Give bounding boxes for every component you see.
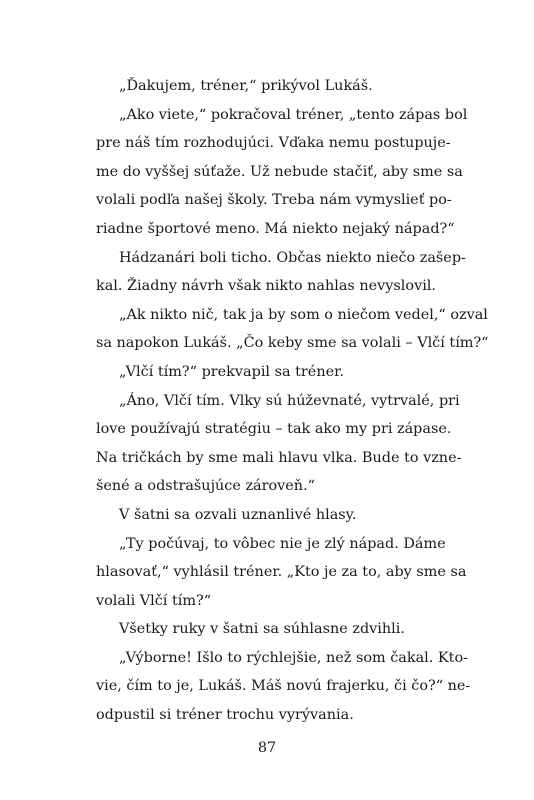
text-line: „Ak nikto nič, tak ja by som o niečom vedel,“ ozval [119,306,488,323]
paragraph [96,644,471,730]
text-line: me do vyššej súťaže. Už nebude stačiť, aby sme sa [96,163,463,180]
paragraph [96,244,466,301]
text-line: „Ďakujem, tréner,“ prikývol Lukáš. [119,78,373,94]
paragraph [96,501,445,530]
text-line: sa napokon Lukáš. „Čo keby sme sa volali – Vlčí tím?“ [96,335,489,352]
text-line: „Áno, Vlčí tím. Vlky sú húževnaté, vytrvalé, pri [119,392,460,409]
text-line: šené a odstrašujúce zároveň.“ [96,478,316,495]
paragraph [96,301,489,358]
text-line: volali podľa našej školy. Treba nám vymyslieť po- [96,192,452,209]
paragraph [96,615,445,644]
text-line: odpustil si tréner trochu vyrývania. [96,707,354,724]
text-line: kal. Žiadny návrh však nikto nahlas nevyslovil. [96,278,436,295]
text-line: „Vlčí tím?“ prekvapil sa tréner. [119,363,344,380]
page-number: 87 [257,740,277,756]
paragraph [96,358,445,387]
text-line: Hádzanári boli ticho. Občas niekto niečo zašep- [119,249,466,266]
text-line: V šatni sa ozvali uznanlivé hlasy. [119,506,357,523]
text-line: volali Vlčí tím?“ [96,592,212,609]
text-line: „Výborne! Išlo to rýchlejšie, než som čakal. Kto- [119,649,468,666]
text-line: Na tričkách by sme mali hlavu vlka. Bude to vzne- [96,449,462,466]
text-line: love používajú stratégiu – tak ako my pri zápase. [96,421,452,438]
paragraph [96,387,462,501]
text-line: riadne športové meno. Má niekto nejaký nápad?“ [96,220,455,237]
body-text [96,72,489,730]
paragraph [96,530,467,616]
text-line: „Ty počúvaj, to vôbec nie je zlý nápad. Dáme [119,535,446,552]
text-line: Všetky ruky v šatni sa súhlasne zdvihli. [119,621,405,638]
paragraph [96,72,445,101]
text-line: vie, čím to je, Lukáš. Máš novú frajerku, či čo?“ ne- [96,678,471,695]
text-line: pre náš tím rozhodujúci. Vďaka nemu postupuje- [96,135,451,152]
paragraph [96,101,468,244]
text-line: hlasovať,“ vyhlásil tréner. „Kto je za to, aby sme sa [96,564,467,581]
text-line: „Ako viete,“ pokračoval tréner, „tento zápas bol [119,106,468,123]
